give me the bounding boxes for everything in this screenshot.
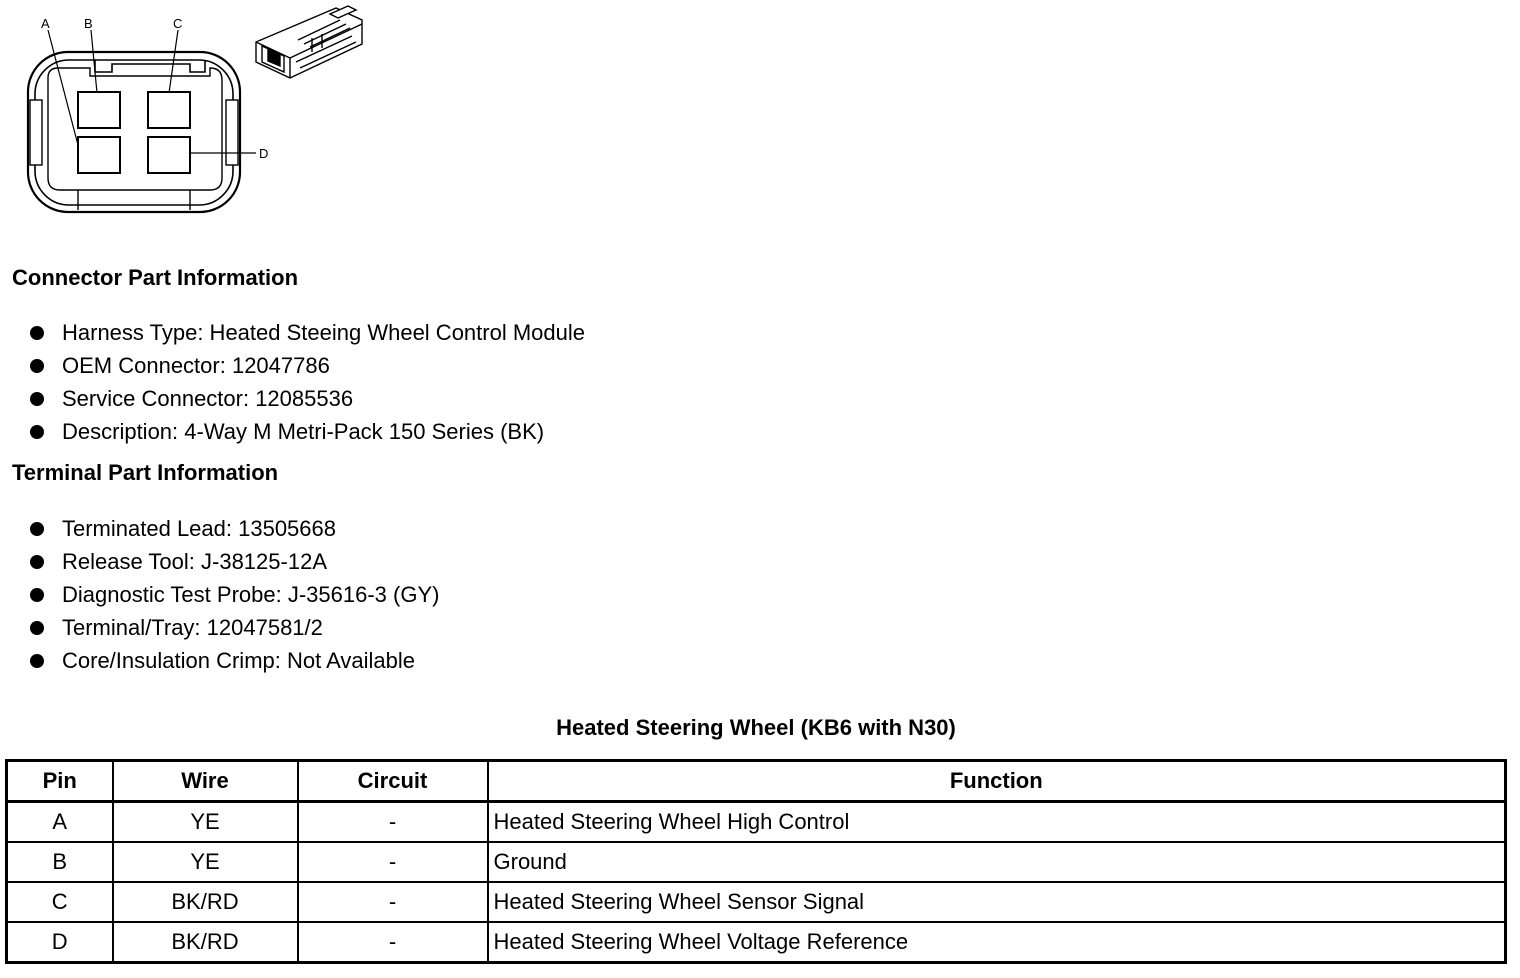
bullet-icon xyxy=(30,621,44,635)
header-wire: Wire xyxy=(113,761,298,802)
terminated-lead: Terminated Lead: 13505668 xyxy=(62,516,336,541)
left-key xyxy=(30,100,42,165)
pin-label-c: C xyxy=(173,16,183,31)
cell-pin: C xyxy=(7,882,113,922)
leader-b xyxy=(91,30,97,93)
table-row xyxy=(7,922,1506,963)
header-circuit: Circuit xyxy=(298,761,488,802)
connector-part-list xyxy=(30,318,585,450)
bullet-icon xyxy=(30,588,44,602)
list-item xyxy=(30,384,585,417)
lock-tab xyxy=(95,60,205,72)
table-row xyxy=(7,882,1506,922)
diagnostic-test-probe: Diagnostic Test Probe: J-35616-3 (GY) xyxy=(62,582,440,607)
bullet-icon xyxy=(30,326,44,340)
leader-a xyxy=(48,30,78,145)
cell-wire: BK/RD xyxy=(113,922,298,963)
list-item xyxy=(30,351,585,384)
harness-type: Harness Type: Heated Steeing Wheel Control Module xyxy=(62,320,585,345)
bullet-icon xyxy=(30,555,44,569)
table-row xyxy=(7,842,1506,882)
oem-connector: OEM Connector: 12047786 xyxy=(62,353,330,378)
cell-circuit: - xyxy=(298,882,488,922)
cell-function: Ground xyxy=(488,842,1506,882)
bullet-icon xyxy=(30,425,44,439)
bullet-icon xyxy=(30,359,44,373)
connector-part-heading: Connector Part Information xyxy=(12,265,299,290)
connector-description: Description: 4-Way M Metri-Pack 150 Series (BK) xyxy=(62,419,545,444)
cell-wire: YE xyxy=(113,802,298,843)
core-insulation-crimp: Core/Insulation Crimp: Not Available xyxy=(62,648,415,673)
terminal-part-list xyxy=(30,514,439,679)
cell-pin: A xyxy=(7,802,113,843)
bottom-lip xyxy=(78,190,190,210)
leader-c xyxy=(169,30,178,93)
table-row xyxy=(7,802,1506,843)
table-header-row xyxy=(7,761,1506,802)
pin-label-d: D xyxy=(259,146,269,161)
cell-function: Heated Steering Wheel Sensor Signal xyxy=(488,882,1506,922)
cavity-c xyxy=(148,92,190,128)
list-item xyxy=(30,580,439,613)
connector-face-diagram xyxy=(0,0,380,225)
list-item xyxy=(30,613,439,646)
pin-label-a: A xyxy=(41,16,50,31)
connector-drawing xyxy=(0,0,380,225)
cell-circuit: - xyxy=(298,922,488,963)
list-item xyxy=(30,646,439,679)
bullet-icon xyxy=(30,522,44,536)
cell-wire: YE xyxy=(113,842,298,882)
list-item xyxy=(30,514,439,547)
connector-isometric-icon xyxy=(256,6,362,78)
header-function: Function xyxy=(488,761,1506,802)
right-key xyxy=(226,100,238,165)
table-title: Heated Steering Wheel (KB6 with N30) xyxy=(556,715,956,740)
cell-pin: D xyxy=(7,922,113,963)
cell-function: Heated Steering Wheel Voltage Reference xyxy=(488,922,1506,963)
bullet-icon xyxy=(30,654,44,668)
pin-table xyxy=(5,759,1507,964)
cell-circuit: - xyxy=(298,802,488,843)
cell-wire: BK/RD xyxy=(113,882,298,922)
terminal-tray: Terminal/Tray: 12047581/2 xyxy=(62,615,323,640)
cell-circuit: - xyxy=(298,842,488,882)
service-connector: Service Connector: 12085536 xyxy=(62,386,354,411)
header-pin: Pin xyxy=(7,761,113,802)
cavity-d xyxy=(148,137,190,173)
list-item xyxy=(30,417,585,450)
housing-inner-outline xyxy=(35,60,233,205)
release-tool: Release Tool: J-38125-12A xyxy=(62,549,327,574)
pin-label-b: B xyxy=(84,16,93,31)
cavity-b xyxy=(78,92,120,128)
cavity-a xyxy=(78,137,120,173)
cell-pin: B xyxy=(7,842,113,882)
list-item xyxy=(30,547,439,580)
terminal-part-heading: Terminal Part Information xyxy=(12,460,279,485)
list-item xyxy=(30,318,585,351)
cell-function: Heated Steering Wheel High Control xyxy=(488,802,1506,843)
bullet-icon xyxy=(30,392,44,406)
